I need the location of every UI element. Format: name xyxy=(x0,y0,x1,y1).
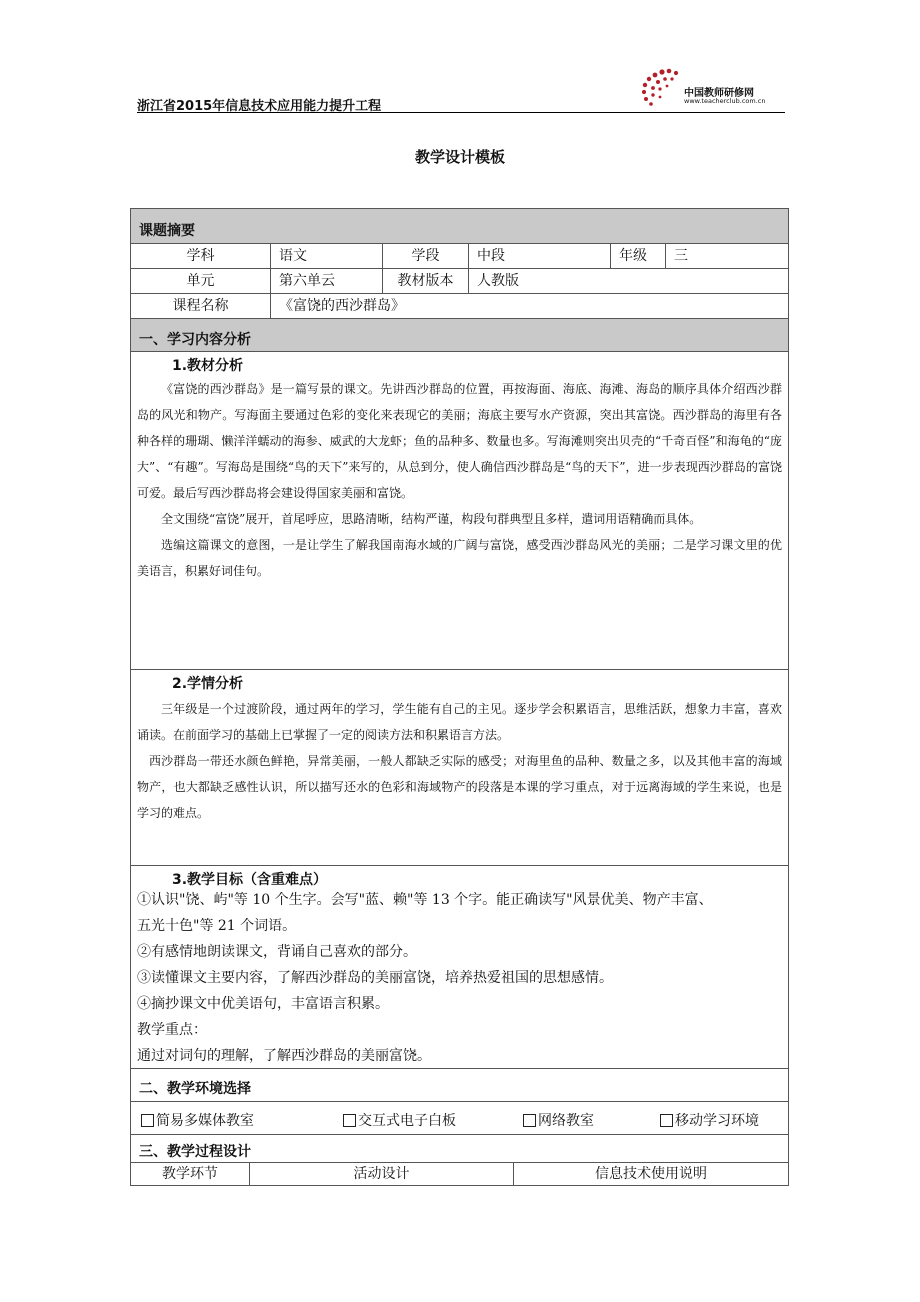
logo xyxy=(636,68,786,108)
summary-section-title: 课题摘要 xyxy=(139,223,195,239)
logo-dots-icon xyxy=(636,68,686,108)
learner-analysis-row xyxy=(131,670,788,866)
textbook-paragraph: 选编这篇课文的意图，一是让学生了解我国南海水域的广阔与富饶，感受西沙群岛风光的美丽；二是学习课文里的优美语言，积累好词佳句。 xyxy=(137,538,782,578)
environment-option[interactable] xyxy=(141,1110,254,1130)
environment-option-label: 网络教室 xyxy=(538,1113,594,1129)
project-title: 浙江省2015年信息技术应用能力提升工程 xyxy=(137,99,382,114)
summary-row-2 xyxy=(131,269,788,294)
textbook-paragraph: 全文围绕“富饶”展开，首尾呼应，思路清晰，结构严谨，构段句群典型且多样，遣词用语精确而具体。 xyxy=(161,512,702,526)
objective-line: ②有感情地朗读课文，背诵自己喜欢的部分。 xyxy=(137,944,417,960)
environment-options-row xyxy=(131,1102,788,1135)
textbook-paragraph: 《富饶的西沙群岛》是一篇写景的课文。先讲西沙群岛的位置，再按海面、海底、海滩、海岛的顺序具体介绍西沙群岛的风光和物产。写海面主要通过色彩的变化来表现它的美丽；海底主要写水产资源，突出其富饶。西沙群岛的海里有各种各样的珊瑚、懒洋洋蠕动的海参、威武的大龙虾；鱼的品种多、数量也多。写海滩则突出贝壳的“千奇百怪”和海龟的“庞大”、“有趣”。写海岛是围绕“鸟的天下”来写的，从总到分，使人确信西沙群岛是“鸟的天下”，进一步表现西沙群岛的富饶可爱。最后写西沙群岛将会建设得国家美丽和富饶。 xyxy=(137,382,782,500)
stage-value: 中段 xyxy=(468,244,610,268)
objective-line: ④摘抄课文中优美语句，丰富语言积累。 xyxy=(137,996,389,1012)
content-analysis-section-title: 一、学习内容分析 xyxy=(139,332,251,348)
textbook-analysis-text xyxy=(137,376,782,584)
teaching-objectives-heading: 3.教学目标（含重难点） xyxy=(172,872,328,888)
subject-label: 学科 xyxy=(186,248,215,264)
environment-option[interactable] xyxy=(660,1110,759,1130)
summary-row-3 xyxy=(131,294,788,319)
environment-option-label: 交互式电子白板 xyxy=(358,1113,456,1129)
environment-option-label: 移动学习环境 xyxy=(675,1113,759,1129)
header-rule xyxy=(137,112,785,113)
stage-label: 学段 xyxy=(382,244,468,268)
learner-paragraph: 西沙群岛一带还水颜色鲜艳，异常美丽，一般人都缺乏实际的感受；对海里鱼的品种、数量之多，以及其他丰富的海域物产，也大都缺乏感性认识，所以描写还水的色彩和海域物产的段落是本课的学习重点，对于远离海域的学生来说，也是学习的难点。 xyxy=(137,754,782,820)
checkbox-icon[interactable] xyxy=(523,1114,536,1127)
summary-row-1 xyxy=(131,244,788,269)
learner-analysis-heading: 2.学情分析 xyxy=(172,676,244,692)
logo-name: 中国教师研修网 xyxy=(684,88,754,99)
design-table xyxy=(130,208,789,1186)
unit-label: 单元 xyxy=(186,273,215,289)
document-title: 教学设计模板 xyxy=(414,148,505,166)
process-col-stage: 教学环节 xyxy=(162,1166,218,1182)
teaching-objectives-row xyxy=(131,866,788,1069)
environment-option[interactable] xyxy=(343,1110,456,1130)
environment-option-label: 简易多媒体教室 xyxy=(156,1113,254,1129)
learner-analysis-text xyxy=(137,696,782,826)
objective-line: ①认识"饶、屿"等 10 个生字。会写"蓝、赖"等 13 个字。能正确读写"风景优美、物产丰富、 xyxy=(137,892,713,908)
objective-line: 五光十色"等 21 个词语。 xyxy=(137,918,297,934)
objective-line: ③读懂课文主要内容，了解西沙群岛的美丽富饶，培养热爱祖国的思想感情。 xyxy=(137,970,613,986)
subject-value: 语文 xyxy=(270,244,382,268)
edition-value: 人教版 xyxy=(468,269,788,293)
objective-line: 通过对词句的理解，了解西沙群岛的美丽富饶。 xyxy=(137,1048,431,1064)
content-analysis-header-row xyxy=(131,319,788,352)
course-value: 《富饶的西沙群岛》 xyxy=(270,294,788,318)
checkbox-icon[interactable] xyxy=(660,1114,673,1127)
environment-option[interactable] xyxy=(523,1110,594,1130)
summary-header-row xyxy=(131,209,788,244)
environment-header-row xyxy=(131,1069,788,1102)
textbook-analysis-row xyxy=(131,352,788,670)
learner-paragraph: 三年级是一个过渡阶段，通过两年的学习，学生能有自己的主见。逐步学会积累语言，思维活跃，想象力丰富，喜欢诵读。在前面学习的基础上已掌握了一定的阅读方法和积累语言方法。 xyxy=(137,702,782,742)
textbook-analysis-heading: 1.教材分析 xyxy=(172,358,244,374)
unit-value: 第六单云 xyxy=(270,269,382,293)
logo-url: www.teacherclub.com.cn xyxy=(684,97,766,105)
process-columns-row xyxy=(131,1163,788,1185)
checkbox-icon[interactable] xyxy=(343,1114,356,1127)
process-col-activity: 活动设计 xyxy=(249,1163,513,1185)
checkbox-icon[interactable] xyxy=(141,1114,154,1127)
process-col-it-notes: 信息技术使用说明 xyxy=(513,1163,788,1185)
process-section-title: 三、教学过程设计 xyxy=(139,1144,251,1160)
grade-label: 年级 xyxy=(610,244,665,268)
course-label: 课程名称 xyxy=(172,298,229,314)
process-header-row xyxy=(131,1135,788,1163)
grade-value: 三 xyxy=(665,244,788,268)
environment-section-title: 二、教学环境选择 xyxy=(139,1081,251,1097)
objective-line: 教学重点： xyxy=(137,1022,207,1038)
teaching-objectives-list xyxy=(137,887,785,1069)
edition-label: 教材版本 xyxy=(382,269,468,293)
